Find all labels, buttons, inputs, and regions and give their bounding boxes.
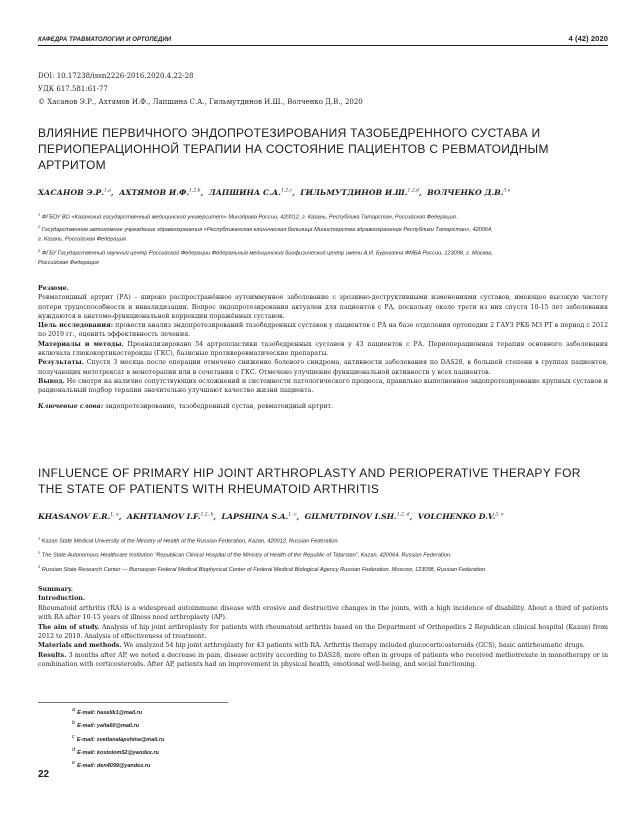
ru-results: Результаты. Спустя 3 месяца после операции отмечено снижение болевого синдрома, активности заболевания по DAS28, в большей степени в группах пациентов, получающих метотрексат в монотерапии или в сочетании с ГКС. Отмечено улучшение функциональной активности у всех пациентов. (38, 359, 608, 376)
en-summary-label: Summary. (38, 586, 73, 593)
udc-code: УДК 617.581:61-77 (38, 85, 108, 93)
ru-affiliation: Российская Федерация (38, 259, 99, 266)
en-author: KHASANOV E.R.$^{1, a}$ (38, 512, 119, 521)
ru-title (38, 125, 594, 173)
ru-author: ВОЛЧЕНКО Д.В.$^{3,e}$ (427, 188, 511, 197)
en-methods: Materials and methods. We analyzed 54 hip joint arthroplasty for 43 patients with RA. Arthritis therapy included glucocorticosteroids (GCS), basic antirheumatic drugs. (38, 642, 585, 650)
ru-keywords: Ключевые слова: эндопротезирование, тазобедренный сустав, ревматоидный артрит. (38, 402, 334, 410)
copyright-line: © Хасанов Э.Р., Ахтямов И.Ф., Лапшина С.А., Гильмутдинов И.Ш., Волченко Д.В., 2020 (38, 98, 363, 106)
en-title (38, 465, 594, 497)
en-author: VOLCHENKO D.V.$^{3, e}$ (417, 512, 504, 521)
ru-affiliation: г. Казань, Российская Федерация. (38, 236, 128, 243)
footnote-email[interactable]: $^c$ E-mail: svetlanalapshina@mail.ru (72, 733, 165, 743)
footnote-email[interactable]: $^b$ E-mail: yalta60@mail.ru (72, 720, 139, 730)
ru-title-line: ВЛИЯНИЕ ПЕРВИЧНОГО ЭНДОПРОТЕЗИРОВАНИЯ ТАЗОБЕДРЕННОГО СУСТАВА И (38, 126, 541, 140)
en-title-line: INFLUENCE OF PRIMARY HIP JOINT ARTHROPLASTY AND PERIOPERATIVE THERAPY FOR (38, 466, 581, 480)
ru-affiliation: $^3$ ФГБУ Государственный научный центр Российской Федерации Федеральный медицинский биофизический центр имени А.И. Бурназяна ФМБА России, 123098, г. Москва, (38, 247, 493, 257)
en-title-line: THE STATE OF PATIENTS WITH RHEUMATOID ARTHRITIS (38, 482, 380, 496)
ru-author: ГИЛЬМУТДИНОВ И.Ш.$^{1,2,d}$ (300, 188, 419, 197)
ru-author: АХТЯМОВ И.Ф.$^{1,2,b}$ (119, 188, 201, 197)
ru-title-line: ПЕРИОПЕРАЦИОННОЙ ТЕРАПИИ НА СОСТОЯНИЕ ПАЦИЕНТОВ С РЕВМАТОИДНЫМ (38, 142, 549, 156)
ru-affiliation: $^1$ ФГБОУ ВО «Казанский государственный медицинский университет» Минздрава России, 420012, г. Казань, Республика Татарстан, Российская Федерация. (38, 211, 458, 221)
ru-title-line: АРТРИТОМ (38, 158, 106, 172)
en-authors: KHASANOV E.R.$^{1, a}$, AKHTIAMOV I.F.$^{1,2, b}$, LAPSHINA S.A.$^{1, c}$, GILMUTDINOV I.SH.$^{1,2, d}$, VOLCHENKO D.V.$^{3, e}$ (38, 512, 504, 521)
ru-authors: ХАСАНОВ Э.Р.$^{1,a}$, АХТЯМОВ И.Ф.$^{1,2,b}$, ЛАПШИНА С.А.$^{1,2,c}$, ГИЛЬМУТДИНОВ И.Ш.$^{1,2,d}$, ВОЛЧЕНКО Д.В.$^{3,e}$ (38, 188, 511, 197)
en-author: LAPSHINA S.A.$^{1, c}$ (221, 512, 297, 521)
en-affiliation: $^2$ The State Autonomous Healthcare Institution “Republican Clinical Hospital of the Ministry of Health of the Republic of Tatarstan”, Kazan, 420064, Russian Federation. (38, 549, 452, 559)
en-intro: Rheumatoid arthritis (RA) is a widespread autoimmune disease with erosive and destructive changes in the joints, with a high incidence of disability. About a third of patients with RA after 10-15 years of illness need arthroplasty (AP). (38, 604, 608, 622)
running-header (38, 34, 608, 46)
footnote-email[interactable]: $^a$ E-mail: haselik1@mail.ru (72, 707, 143, 716)
ru-intro: Ревматоидный артрит (РА) – широко распространённое аутоиммунное заболевание с эрозивно-деструктивными изменениями суставов, имеющее высокую частоту потери трудоспособности и инвалидизации. Вопрос эндопротезирования актуален для пациентов с РА, поскольку около трети из них спустя 10-15 лет заболевания нуждаются в анатомо-функциональной коррекции поражённых суставов. (38, 294, 608, 320)
ru-author: ХАСАНОВ Э.Р.$^{1,a}$ (38, 188, 111, 197)
ru-summary-label: Резюме. (38, 285, 69, 292)
ru-aim: Цель исследования: провести анализ эндопротезирований тазобедренных суставов у пациентов с РА на базе отделения ортопедии 2 ГАУЗ РКБ МЗ РТ в период с 2012 по 2019 гг., оценить эффективность лечения. (38, 322, 608, 339)
en-results: Results. 3 months after AP, we noted a decrease in pain, disease activity according to DAS28, more often in groups of patients who received methotrexate in monotherapy or in combination with corticosteroids. After AP, patients had an improvement in physical health, emotional well-being, and social functioning. (38, 651, 608, 669)
article-meta (38, 70, 363, 109)
ru-affiliation: $^2$ Государственное автономное учреждение здравоохранения «Республиканская клиническая больница Министерства здравоохранения Республики Татарстан», 420064, (38, 224, 493, 233)
en-affiliation: $^3$ Russian State Research Center — Burnasyan Federal Medical Biophysical Center of Federal Medical Biological Agency Russian Federation, Moscow, 123098, Russian Federation. (38, 564, 487, 573)
ru-conclusion: Вывод. Не смотря на наличие сопутствующих осложнений и системности патологического процесса, правильно выполненное эндопротезирование крупных суставов и рациональный подбор терапии значительно улучшают качество жизни пациента. (38, 377, 608, 395)
footnote-email[interactable]: $^e$ E-mail: den4099@yandex.ru (72, 760, 151, 770)
page-number: 22 (38, 769, 50, 780)
en-intro-label: Introduction. (38, 595, 86, 603)
en-affiliation: $^1$ Kazan State Medical University of the Ministry of Health of the Russian Federation, Kazan, 420012, Russian Federation. (38, 535, 340, 545)
journal-section: КАФЕДРА ТРАВМАТОЛОГИИ И ОРТОПЕДИИ (38, 37, 172, 43)
en-author: AKHTIAMOV I.F.$^{1,2, b}$ (126, 512, 214, 521)
doi-link[interactable]: DOI: 10.17238/issn2226-2016.2020.4.22-28 (38, 72, 194, 80)
en-author: GILMUTDINOV I.SH.$^{1,2, d}$ (304, 512, 410, 521)
footnote-email[interactable]: $^d$ E-mail: kostolom52@yandex.ru (72, 746, 159, 756)
issue-number: 4 (42) 2020 (568, 34, 608, 43)
ru-affiliations (38, 210, 608, 268)
ru-methods: Материалы и методы. Проанализировано 54 артропластики тазобедренных суставов у 43 пациентов с РА. Периоперационная терапия основного заболевания включала глюкокортикостероиды (ГКС), базисные противоревматические препараты. (38, 340, 608, 358)
en-abstract (38, 585, 608, 670)
footnote-divider (38, 702, 228, 703)
en-aim: The aim of study. Analysis of hip joint arthroplasty for patients with rheumatoid arthritis based on the Department of Orthopedics 2 Republican clinical hospital (Kazan) from 2012 to 2019. Analysis of effectiveness of treatment. (38, 623, 608, 641)
ru-abstract (38, 284, 608, 411)
email-footnotes (72, 702, 228, 772)
en-affiliations (38, 533, 608, 575)
ru-author: ЛАПШИНА С.А.$^{1,2,c}$ (208, 188, 293, 197)
